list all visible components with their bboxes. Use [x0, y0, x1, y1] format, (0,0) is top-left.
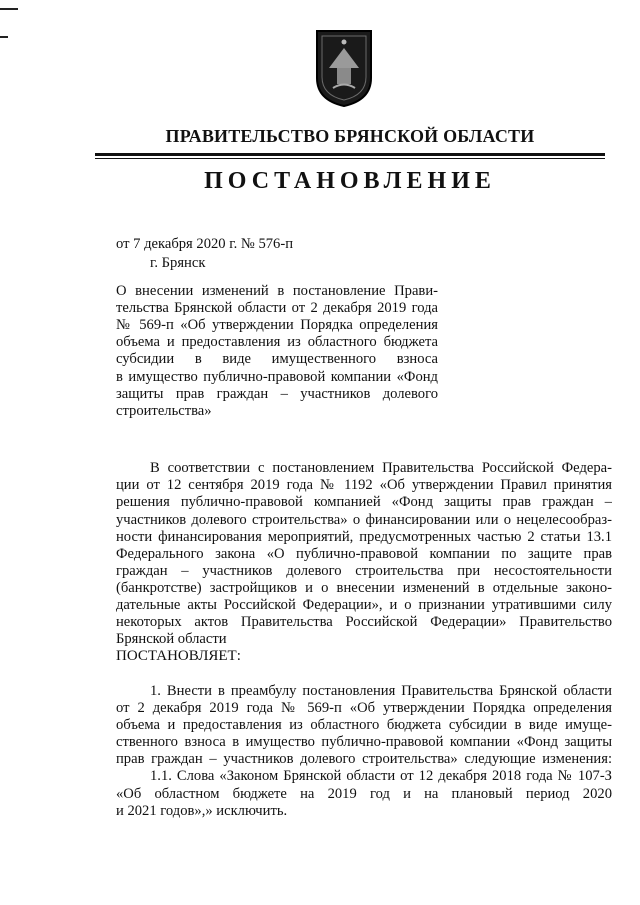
subject-line: объема и предоставления из областного бюджета — [116, 334, 438, 350]
item-line: и 2021 годов»,» исключить. — [116, 803, 288, 819]
body-line: Брянской области — [116, 631, 227, 647]
item-line: «Об областном бюджете на 2019 год и на плановый период 2020 — [116, 786, 612, 802]
item-line: ственного взноса в имущество публично-правовой компании «Фонд защиты — [116, 734, 612, 750]
document-type: ПОСТАНОВЛЕНИЕ — [204, 168, 496, 194]
scan-mark-middle — [0, 36, 8, 38]
body-line: ции от 12 сентября 2019 года № 1192 «Об утверждении Правил принятия — [116, 477, 612, 493]
subject-line: № 569-п «Об утверждении Порядка определения — [116, 317, 438, 333]
subject-line: тельства Брянской области от 2 декабря 2019 года — [116, 300, 438, 316]
body-line: Федерального закона «О публично-правовой компании по защите прав — [116, 546, 612, 562]
subject-line: строительства» — [116, 403, 212, 419]
header-rule-thick — [95, 153, 605, 156]
subject-line: О внесении изменений в постановление Прави- — [116, 283, 438, 299]
scan-mark-top — [0, 8, 18, 10]
item-line: от 2 декабря 2019 года № 569-п «Об утверждении Порядка определения — [116, 700, 612, 716]
coat-of-arms-icon — [315, 28, 373, 108]
body-line: дательные акты Российской Федерации», и о признании утратившими силу — [116, 597, 612, 613]
body-line: ности финансирования мероприятий, предусмотренных частью 2 статьи 13.1 — [116, 529, 612, 545]
item-line: 1.1. Слова «Законом Брянской области от 12 декабря 2018 года № 107-З — [150, 768, 612, 784]
body-line: некоторых актов Правительства Российской Федерации» Правительство — [116, 614, 612, 630]
subject-line: субсидии в виде имущественного взноса — [116, 351, 438, 367]
item-line: прав граждан – участников долевого строительства» следующие изменения: — [116, 751, 612, 767]
body-line: В соответствии с постановлением Правительства Российской Федера- — [150, 460, 612, 476]
resolves-word: ПОСТАНОВЛЯЕТ: — [116, 648, 241, 664]
body-line: граждан – участников долевого строительства при несостоятельности — [116, 563, 612, 579]
body-line: (банкротстве) застройщиков и о внесении изменений в отдельные законо- — [116, 580, 612, 596]
subject-line: защиты прав граждан – участников долевого — [116, 386, 438, 402]
date-number: от 7 декабря 2020 г. № 576-п — [116, 236, 294, 252]
body-line: решения публично-правовой компанией «Фонд защиты прав граждан – — [116, 494, 612, 510]
item-line: объема и предоставления из областного бюджета субсидии в виде имуще- — [116, 717, 612, 733]
subject-line: в имущество публично-правовой компании «Фонд — [116, 369, 438, 385]
city: г. Брянск — [150, 255, 206, 271]
header-rule-thin — [95, 158, 605, 159]
item-line: 1. Внести в преамбулу постановления Правительства Брянской области — [150, 683, 612, 699]
body-line: участников долевого строительства» о финансировании или о нецелесообраз- — [116, 512, 612, 528]
government-name: ПРАВИТЕЛЬСТВО БРЯНСКОЙ ОБЛАСТИ — [165, 126, 535, 146]
